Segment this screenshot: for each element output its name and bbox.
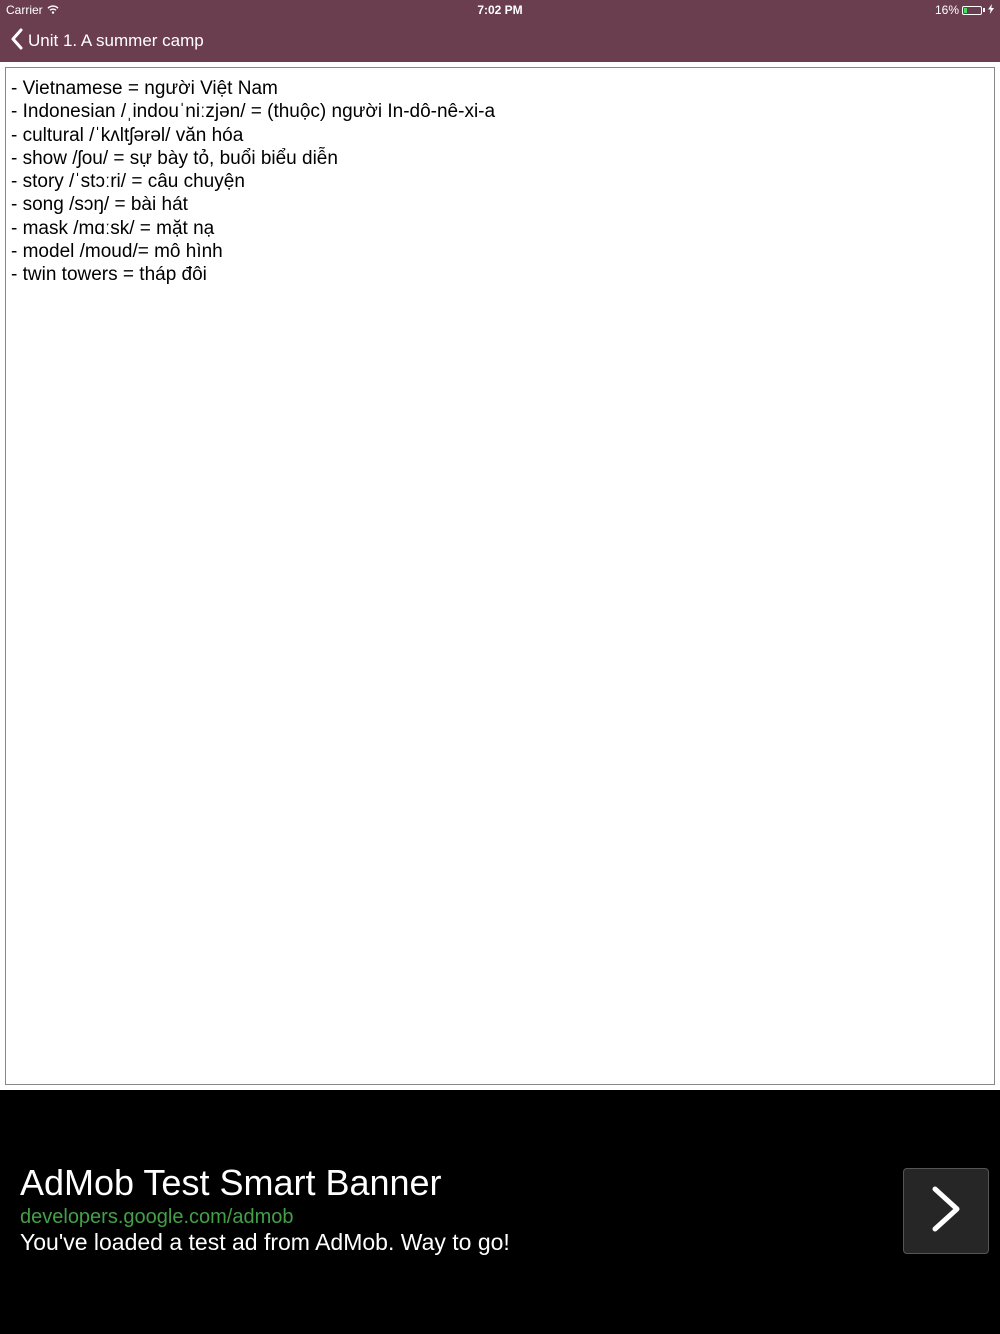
- ad-title[interactable]: AdMob Test Smart Banner: [20, 1162, 442, 1203]
- status-bar: [0, 0, 1000, 20]
- vocab-item: - cultural /ˈkʌltʃərəl/ văn hóa: [11, 124, 244, 146]
- vocab-item: - model /moud/= mô hình: [11, 241, 223, 263]
- vocab-item: - Indonesian /ˌindouˈniːzjən/ = (thuộc) người In-dô-nê-xi-a: [11, 101, 496, 123]
- ad-open-button[interactable]: [903, 1168, 989, 1254]
- vocab-item: - story /ˈstɔːri/ = câu chuyện: [11, 171, 245, 193]
- chevron-right-icon: [929, 1185, 963, 1238]
- battery-icon: [962, 6, 982, 15]
- vocabulary-list: [6, 68, 994, 287]
- battery-cap: [983, 8, 985, 12]
- vocab-item: - show /ʃou/ = sự bày tỏ, buổi biểu diễn: [11, 147, 338, 169]
- status-time: 7:02 PM: [477, 3, 523, 17]
- ad-url[interactable]: developers.google.com/admob: [20, 1206, 294, 1228]
- back-title: Unit 1. A summer camp: [28, 31, 204, 50]
- vocab-item: - song /sɔŋ/ = bài hát: [11, 194, 188, 216]
- vocab-item: - twin towers = tháp đôi: [11, 264, 207, 286]
- ad-description: You've loaded a test ad from AdMob. Way to go!: [20, 1229, 510, 1255]
- chevron-left-icon: [10, 28, 24, 55]
- nav-bar: [0, 20, 1000, 62]
- charging-icon: [988, 3, 994, 17]
- back-button[interactable]: [10, 20, 204, 62]
- battery-percent: 16%: [934, 3, 959, 17]
- battery-group: [935, 3, 994, 17]
- vocab-item: - mask /mɑːsk/ = mặt nạ: [11, 217, 215, 239]
- vocabulary-text-area[interactable]: [5, 67, 995, 1085]
- battery-fill: [964, 8, 967, 13]
- vocab-item: - Vietnamese = người Việt Nam: [11, 78, 278, 99]
- carrier-label: Carrier: [6, 3, 43, 17]
